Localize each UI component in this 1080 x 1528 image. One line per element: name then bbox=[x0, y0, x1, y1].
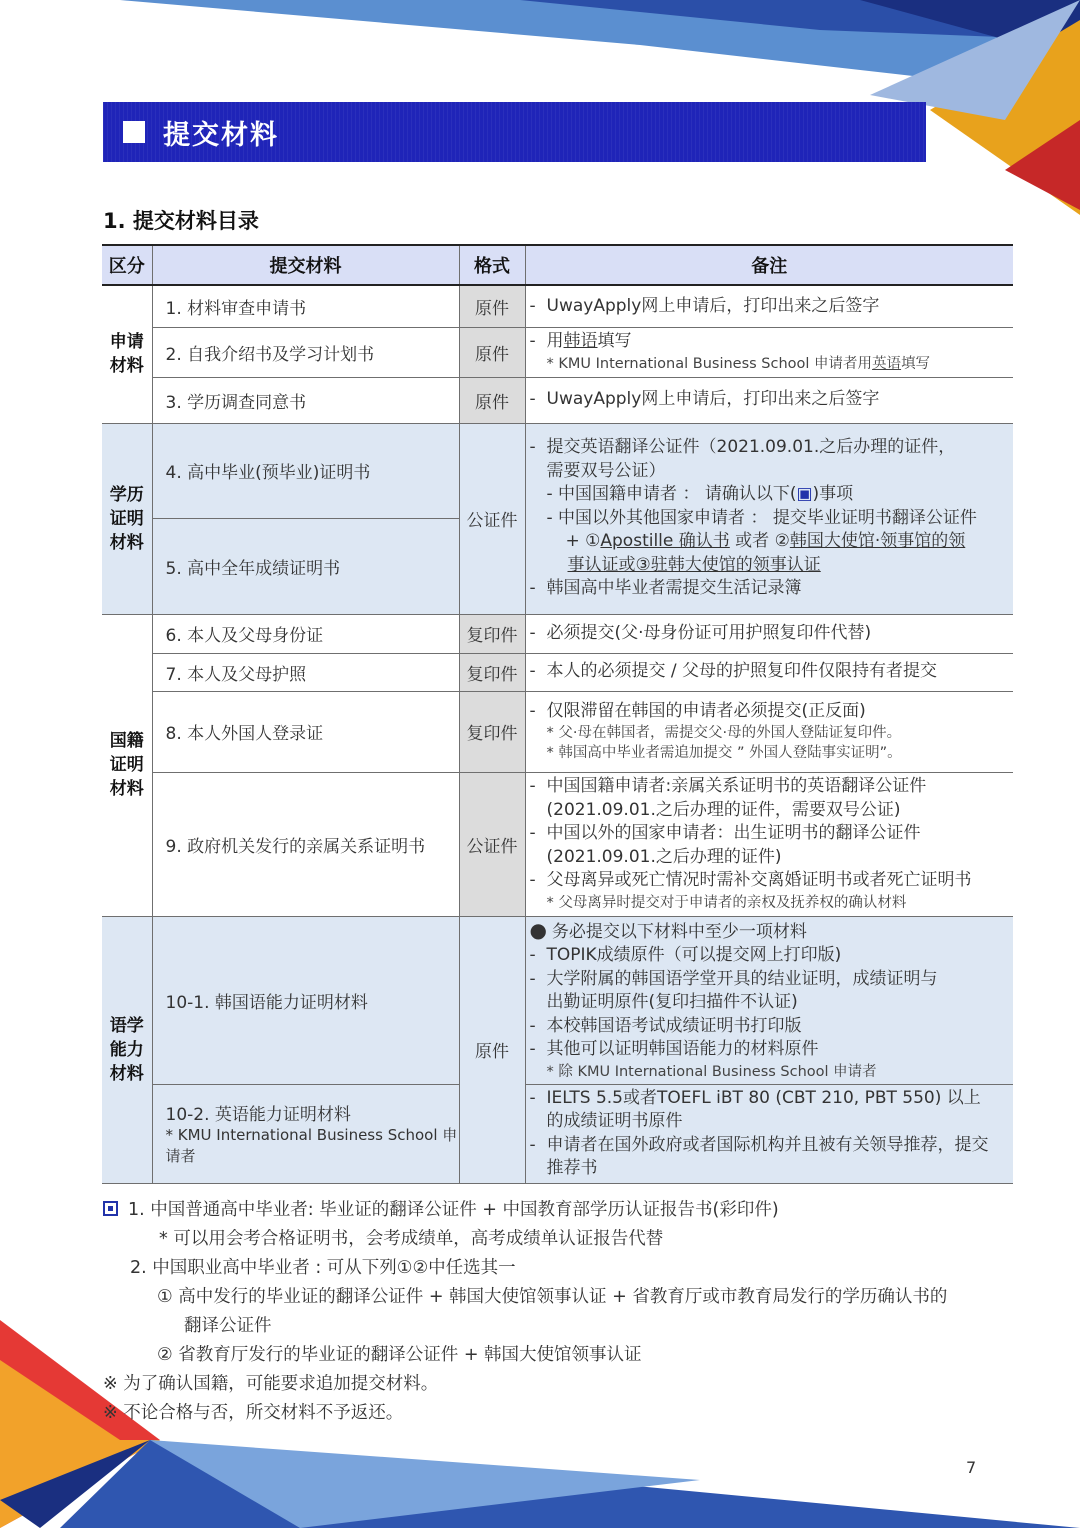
section-banner bbox=[103, 102, 926, 162]
header-format: 格式 bbox=[459, 245, 525, 285]
footnote-line: 1. 中国普通高中毕业者: 毕业证的翻译公证件 + 中国教育部学历认证报告书(彩印件) bbox=[103, 1196, 947, 1225]
note-cell: - UwayApply网上申请后，打印出来之后签字 bbox=[525, 377, 1013, 423]
format-cell: 原件 bbox=[459, 285, 525, 327]
footnote-line: 翻译公证件 bbox=[184, 1316, 272, 1336]
box-icon bbox=[103, 1201, 118, 1216]
material-cell: 4. 高中毕业(预毕业)证明书 bbox=[152, 423, 459, 518]
table-row bbox=[102, 772, 1013, 916]
category-education: 学历 证明 材料 bbox=[102, 423, 152, 614]
material-cell: 10-2. 英语能力证明材料 * KMU International Business School 申请者 bbox=[152, 1084, 459, 1183]
format-cell: 复印件 bbox=[459, 691, 525, 772]
footnote-line: * 可以用会考合格证明书，会考成绩单，高考成绩单认证报告代替 bbox=[159, 1229, 664, 1249]
material-cell: 5. 高中全年成绩证明书 bbox=[152, 518, 459, 614]
table-row bbox=[102, 916, 1013, 1084]
material-cell: 3. 学历调查同意书 bbox=[152, 377, 459, 423]
material-cell: 10-1. 韩国语能力证明材料 bbox=[152, 916, 459, 1084]
format-cell: 原件 bbox=[459, 327, 525, 377]
note-cell: - UwayApply网上申请后，打印出来之后签字 bbox=[525, 285, 1013, 327]
table-header bbox=[102, 245, 1013, 285]
note-cell: - 本人的必须提交 / 父母的护照复印件仅限持有者提交 bbox=[525, 653, 1013, 691]
page-number: 7 bbox=[966, 1458, 977, 1477]
header-note: 备注 bbox=[525, 245, 1013, 285]
materials-table bbox=[102, 244, 1013, 1184]
material-cell: 6. 本人及父母身份证 bbox=[152, 614, 459, 653]
material-cell: 8. 本人外国人登录证 bbox=[152, 691, 459, 772]
note-cell: - 必须提交(父·母身份证可用护照复印件代替) bbox=[525, 614, 1013, 653]
footnote-line: 2. 中国职业高中毕业者 : 可从下列①②中任选其一 bbox=[130, 1258, 516, 1278]
table-row bbox=[102, 423, 1013, 518]
category-language: 语学 能力 材料 bbox=[102, 916, 152, 1183]
note-cell: ● 务必提交以下材料中至少一项材料 - TOPIK成绩原件（可以提交网上打印版) - 大学附属的韩国语学堂开具的结业证明，成绩证明与 出勤证明原件(复印扫描件不认证) - 本校韩国语考试成绩证明书打印版 - 其他可以证明韩国语能力的材料原件 * 除 KMU International Business School 申请者 bbox=[525, 916, 1013, 1084]
format-cell: 公证件 bbox=[459, 772, 525, 916]
subtitle: 1. 提交材料目录 bbox=[103, 209, 259, 233]
format-cell: 复印件 bbox=[459, 614, 525, 653]
footnote-line: ※ 不论合格与否，所交材料不予返还。 bbox=[103, 1403, 404, 1423]
table-row bbox=[102, 614, 1013, 653]
table-row bbox=[102, 327, 1013, 377]
material-cell: 1. 材料审查申请书 bbox=[152, 285, 459, 327]
table-row bbox=[102, 691, 1013, 772]
category-application: 申请 材料 bbox=[102, 285, 152, 423]
table-row bbox=[102, 285, 1013, 327]
footnote-line: ※ 为了确认国籍，可能要求追加提交材料。 bbox=[103, 1374, 439, 1394]
bullet-icon: ● bbox=[529, 917, 547, 942]
material-cell: 9. 政府机关发行的亲属关系证明书 bbox=[152, 772, 459, 916]
table-row bbox=[102, 1084, 1013, 1183]
note-cell: - 仅限滞留在韩国的申请者必须提交(正反面) * 父·母在韩国者，需提交父·母的外国人登陆证复印件。 * 韩国高中毕业者需追加提交 ” 外国人登陆事实证明”。 bbox=[525, 691, 1013, 772]
note-cell: - 中国国籍申请者:亲属关系证明书的英语翻译公证件 (2021.09.01.之后办理的证件，需要双号公证) - 中国以外的国家申请者：出生证明书的翻译公证件 (2021.09.01.之后办理的证件) - 父母离异或死亡情况时需补交离婚证明书或者死亡证明书 * 父母离异时提交对于申请者的亲权及抚养权的确认材料 bbox=[525, 772, 1013, 916]
format-cell: 原件 bbox=[459, 916, 525, 1183]
material-cell: 2. 自我介绍书及学习计划书 bbox=[152, 327, 459, 377]
note-cell: - 用韩语填写 * KMU International Business School 申请者用英语填写 bbox=[525, 327, 1013, 377]
category-nationality: 国籍 证明 材料 bbox=[102, 614, 152, 916]
header-category: 区分 bbox=[102, 245, 152, 285]
material-cell: 7. 本人及父母护照 bbox=[152, 653, 459, 691]
format-cell: 原件 bbox=[459, 377, 525, 423]
footnote-line: ① 高中发行的毕业证的翻译公证件 + 韩国大使馆领事认证 + 省教育厅或市教育局发行的学历确认书的 bbox=[157, 1287, 948, 1307]
section-title: 提交材料 bbox=[163, 119, 279, 151]
format-cell: 公证件 bbox=[459, 423, 525, 614]
format-cell: 复印件 bbox=[459, 653, 525, 691]
header-material: 提交材料 bbox=[152, 245, 459, 285]
footnote-line: ② 省教育厅发行的毕业证的翻译公证件 + 韩国大使馆领事认证 bbox=[157, 1345, 642, 1365]
square-icon bbox=[123, 121, 145, 143]
table-row bbox=[102, 377, 1013, 423]
note-cell: - 提交英语翻译公证件（2021.09.01.之后办理的证件， 需要双号公证） - 中国国籍申请者 ： 请确认以下(▣)事项 - 中国以外其他国家申请者 ： 提交毕业证明书翻译公证件 + ①Apostille 确认书 或者 ②韩国大使馆·领事馆的领 事认证或③驻韩大使馆的领事认证 - 韩国高中毕业者需提交生活记录簿 bbox=[525, 423, 1013, 614]
box-icon: ▣ bbox=[796, 484, 813, 505]
table-row bbox=[102, 653, 1013, 691]
note-cell: - IELTS 5.5或者TOEFL iBT 80 (CBT 210, PBT 550) 以上 的成绩证明书原件 - 申请者在国外政府或者国际机构并且被有关领导推荐，提交 推荐书 bbox=[525, 1084, 1013, 1183]
footnotes bbox=[103, 1196, 947, 1428]
